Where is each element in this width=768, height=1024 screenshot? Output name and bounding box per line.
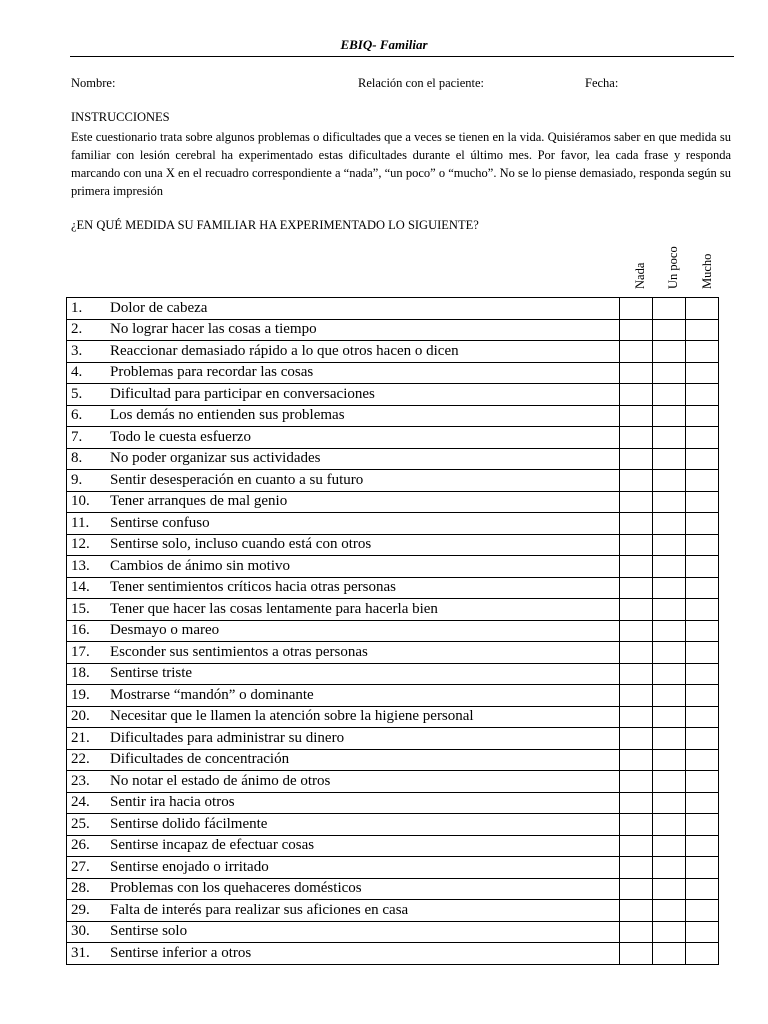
item-number: 21. bbox=[67, 728, 111, 750]
checkbox-nada[interactable] bbox=[620, 835, 653, 857]
table-row bbox=[67, 534, 719, 556]
checkbox-mucho[interactable] bbox=[686, 771, 719, 793]
item-text: No lograr hacer las cosas a tiempo bbox=[110, 319, 620, 341]
item-number: 8. bbox=[67, 448, 111, 470]
checkbox-mucho[interactable] bbox=[686, 943, 719, 965]
table-row bbox=[67, 943, 719, 965]
item-text: Esconder sus sentimientos a otras personas bbox=[110, 642, 620, 664]
checkbox-nada[interactable] bbox=[620, 814, 653, 836]
checkbox-un-poco[interactable] bbox=[653, 728, 686, 750]
checkbox-nada[interactable] bbox=[620, 685, 653, 707]
item-text: Sentirse inferior a otros bbox=[110, 943, 620, 965]
checkbox-mucho[interactable] bbox=[686, 620, 719, 642]
checkbox-un-poco[interactable] bbox=[653, 814, 686, 836]
item-text: Tener sentimientos críticos hacia otras personas bbox=[110, 577, 620, 599]
checkbox-un-poco[interactable] bbox=[653, 878, 686, 900]
item-text: Dolor de cabeza bbox=[110, 298, 620, 320]
checkbox-un-poco[interactable] bbox=[653, 298, 686, 320]
checkbox-un-poco[interactable] bbox=[653, 599, 686, 621]
items-table bbox=[66, 297, 719, 965]
checkbox-un-poco[interactable] bbox=[653, 857, 686, 879]
table-row bbox=[67, 921, 719, 943]
document-title: EBIQ- Familiar bbox=[340, 37, 428, 52]
checkbox-nada[interactable] bbox=[620, 878, 653, 900]
item-number: 29. bbox=[67, 900, 111, 922]
item-text: Sentirse solo bbox=[110, 921, 620, 943]
checkbox-un-poco[interactable] bbox=[653, 642, 686, 664]
checkbox-un-poco[interactable] bbox=[653, 448, 686, 470]
checkbox-un-poco[interactable] bbox=[653, 663, 686, 685]
item-text: Dificultades para administrar su dinero bbox=[110, 728, 620, 750]
item-text: Sentir desesperación en cuanto a su futuro bbox=[110, 470, 620, 492]
checkbox-nada[interactable] bbox=[620, 921, 653, 943]
instructions-text: Este cuestionario trata sobre algunos problemas o dificultades que a veces se tienen en la vida. Quisiéramos saber en que medida su familiar con lesión cerebral ha experimentado estas dificultades durante el último mes. Por favor, lea cada frase y responda marcando con una X en el recuadro correspondiente a “nada”, “un poco” o “mucho”. No se lo piense demasiado, responda según su primera impresión bbox=[71, 130, 731, 198]
checkbox-nada[interactable] bbox=[620, 771, 653, 793]
item-text: No notar el estado de ánimo de otros bbox=[110, 771, 620, 793]
item-number: 20. bbox=[67, 706, 111, 728]
checkbox-nada[interactable] bbox=[620, 298, 653, 320]
item-number: 24. bbox=[67, 792, 111, 814]
item-text: Todo le cuesta esfuerzo bbox=[110, 427, 620, 449]
table-row bbox=[67, 577, 719, 599]
item-text: Falta de interés para realizar sus aficiones en casa bbox=[110, 900, 620, 922]
checkbox-nada[interactable] bbox=[620, 341, 653, 363]
item-text: Mostrarse “mandón” o dominante bbox=[110, 685, 620, 707]
checkbox-un-poco[interactable] bbox=[653, 943, 686, 965]
item-text: Tener arranques de mal genio bbox=[110, 491, 620, 513]
checkbox-nada[interactable] bbox=[620, 362, 653, 384]
checkbox-mucho[interactable] bbox=[686, 362, 719, 384]
checkbox-mucho[interactable] bbox=[686, 556, 719, 578]
table-row bbox=[67, 513, 719, 535]
column-header-nada: Nada bbox=[633, 262, 647, 289]
item-text: Los demás no entienden sus problemas bbox=[110, 405, 620, 427]
title-divider bbox=[70, 56, 734, 57]
checkbox-un-poco[interactable] bbox=[653, 341, 686, 363]
checkbox-mucho[interactable] bbox=[686, 470, 719, 492]
checkbox-mucho[interactable] bbox=[686, 900, 719, 922]
checkbox-un-poco[interactable] bbox=[653, 405, 686, 427]
item-text: Cambios de ánimo sin motivo bbox=[110, 556, 620, 578]
checkbox-nada[interactable] bbox=[620, 577, 653, 599]
item-number: 30. bbox=[67, 921, 111, 943]
checkbox-mucho[interactable] bbox=[686, 599, 719, 621]
checkbox-mucho[interactable] bbox=[686, 384, 719, 406]
checkbox-nada[interactable] bbox=[620, 427, 653, 449]
item-text: No poder organizar sus actividades bbox=[110, 448, 620, 470]
checkbox-nada[interactable] bbox=[620, 749, 653, 771]
checkbox-mucho[interactable] bbox=[686, 792, 719, 814]
item-text: Sentirse confuso bbox=[110, 513, 620, 535]
table-row bbox=[67, 900, 719, 922]
checkbox-un-poco[interactable] bbox=[653, 577, 686, 599]
table-row bbox=[67, 728, 719, 750]
checkbox-nada[interactable] bbox=[620, 900, 653, 922]
table-row bbox=[67, 448, 719, 470]
checkbox-un-poco[interactable] bbox=[653, 921, 686, 943]
table-row bbox=[67, 814, 719, 836]
checkbox-nada[interactable] bbox=[620, 491, 653, 513]
item-number: 18. bbox=[67, 663, 111, 685]
checkbox-nada[interactable] bbox=[620, 470, 653, 492]
name-label: Nombre: bbox=[71, 76, 116, 90]
item-number: 25. bbox=[67, 814, 111, 836]
checkbox-mucho[interactable] bbox=[686, 491, 719, 513]
checkbox-nada[interactable] bbox=[620, 642, 653, 664]
table-row bbox=[67, 298, 719, 320]
checkbox-un-poco[interactable] bbox=[653, 749, 686, 771]
item-number: 4. bbox=[67, 362, 111, 384]
table-row bbox=[67, 878, 719, 900]
table-row bbox=[67, 771, 719, 793]
checkbox-mucho[interactable] bbox=[686, 319, 719, 341]
date-label: Fecha: bbox=[585, 76, 619, 90]
item-number: 19. bbox=[67, 685, 111, 707]
checkbox-un-poco[interactable] bbox=[653, 534, 686, 556]
table-row bbox=[67, 835, 719, 857]
table-row bbox=[67, 491, 719, 513]
item-number: 31. bbox=[67, 943, 111, 965]
checkbox-nada[interactable] bbox=[620, 384, 653, 406]
checkbox-mucho[interactable] bbox=[686, 921, 719, 943]
checkbox-mucho[interactable] bbox=[686, 341, 719, 363]
checkbox-nada[interactable] bbox=[620, 513, 653, 535]
table-row bbox=[67, 620, 719, 642]
checkbox-mucho[interactable] bbox=[686, 513, 719, 535]
checkbox-mucho[interactable] bbox=[686, 298, 719, 320]
item-text: Sentir ira hacia otros bbox=[110, 792, 620, 814]
table-row bbox=[67, 384, 719, 406]
column-header-un-poco: Un poco bbox=[666, 246, 680, 289]
checkbox-nada[interactable] bbox=[620, 448, 653, 470]
checkbox-un-poco[interactable] bbox=[653, 427, 686, 449]
item-number: 10. bbox=[67, 491, 111, 513]
item-text: Sentirse dolido fácilmente bbox=[110, 814, 620, 836]
table-row bbox=[67, 749, 719, 771]
checkbox-un-poco[interactable] bbox=[653, 362, 686, 384]
item-number: 6. bbox=[67, 405, 111, 427]
item-text: Sentirse enojado o irritado bbox=[110, 857, 620, 879]
item-number: 15. bbox=[67, 599, 111, 621]
checkbox-un-poco[interactable] bbox=[653, 835, 686, 857]
item-text: Necesitar que le llamen la atención sobre la higiene personal bbox=[110, 706, 620, 728]
checkbox-mucho[interactable] bbox=[686, 448, 719, 470]
checkbox-nada[interactable] bbox=[620, 556, 653, 578]
item-number: 22. bbox=[67, 749, 111, 771]
item-text: Sentirse solo, incluso cuando está con otros bbox=[110, 534, 620, 556]
checkbox-mucho[interactable] bbox=[686, 857, 719, 879]
item-number: 27. bbox=[67, 857, 111, 879]
checkbox-nada[interactable] bbox=[620, 599, 653, 621]
item-number: 3. bbox=[67, 341, 111, 363]
checkbox-nada[interactable] bbox=[620, 792, 653, 814]
checkbox-nada[interactable] bbox=[620, 534, 653, 556]
table-row bbox=[67, 685, 719, 707]
item-number: 23. bbox=[67, 771, 111, 793]
item-number: 9. bbox=[67, 470, 111, 492]
checkbox-mucho[interactable] bbox=[686, 835, 719, 857]
table-row bbox=[67, 599, 719, 621]
table-row bbox=[67, 706, 719, 728]
item-text: Problemas con los quehaceres domésticos bbox=[110, 878, 620, 900]
checkbox-un-poco[interactable] bbox=[653, 900, 686, 922]
table-row bbox=[67, 362, 719, 384]
table-row bbox=[67, 642, 719, 664]
checkbox-nada[interactable] bbox=[620, 319, 653, 341]
checkbox-nada[interactable] bbox=[620, 857, 653, 879]
checkbox-mucho[interactable] bbox=[686, 706, 719, 728]
table-row bbox=[67, 470, 719, 492]
checkbox-mucho[interactable] bbox=[686, 749, 719, 771]
checkbox-nada[interactable] bbox=[620, 620, 653, 642]
checkbox-un-poco[interactable] bbox=[653, 556, 686, 578]
checkbox-mucho[interactable] bbox=[686, 728, 719, 750]
checkbox-mucho[interactable] bbox=[686, 405, 719, 427]
item-number: 5. bbox=[67, 384, 111, 406]
checkbox-mucho[interactable] bbox=[686, 427, 719, 449]
item-number: 12. bbox=[67, 534, 111, 556]
item-number: 26. bbox=[67, 835, 111, 857]
checkbox-un-poco[interactable] bbox=[653, 470, 686, 492]
table-row bbox=[67, 341, 719, 363]
item-text: Problemas para recordar las cosas bbox=[110, 362, 620, 384]
table-row bbox=[67, 792, 719, 814]
item-text: Tener que hacer las cosas lentamente para hacerla bien bbox=[110, 599, 620, 621]
checkbox-nada[interactable] bbox=[620, 706, 653, 728]
item-number: 16. bbox=[67, 620, 111, 642]
checkbox-mucho[interactable] bbox=[686, 685, 719, 707]
item-number: 2. bbox=[67, 319, 111, 341]
checkbox-mucho[interactable] bbox=[686, 814, 719, 836]
item-number: 11. bbox=[67, 513, 111, 535]
item-text: Reaccionar demasiado rápido a lo que otros hacen o dicen bbox=[110, 341, 620, 363]
checkbox-nada[interactable] bbox=[620, 943, 653, 965]
table-row bbox=[67, 405, 719, 427]
checkbox-nada[interactable] bbox=[620, 663, 653, 685]
checkbox-un-poco[interactable] bbox=[653, 384, 686, 406]
relation-label: Relación con el paciente: bbox=[358, 76, 484, 90]
checkbox-un-poco[interactable] bbox=[653, 706, 686, 728]
table-row bbox=[67, 556, 719, 578]
checkbox-un-poco[interactable] bbox=[653, 792, 686, 814]
checkbox-un-poco[interactable] bbox=[653, 685, 686, 707]
checkbox-un-poco[interactable] bbox=[653, 491, 686, 513]
table-row bbox=[67, 427, 719, 449]
checkbox-mucho[interactable] bbox=[686, 577, 719, 599]
item-number: 28. bbox=[67, 878, 111, 900]
item-number: 1. bbox=[67, 298, 111, 320]
checkbox-mucho[interactable] bbox=[686, 663, 719, 685]
checkbox-un-poco[interactable] bbox=[653, 620, 686, 642]
checkbox-mucho[interactable] bbox=[686, 534, 719, 556]
item-number: 17. bbox=[67, 642, 111, 664]
checkbox-mucho[interactable] bbox=[686, 878, 719, 900]
checkbox-nada[interactable] bbox=[620, 405, 653, 427]
item-number: 7. bbox=[67, 427, 111, 449]
item-text: Dificultad para participar en conversaciones bbox=[110, 384, 620, 406]
table-row bbox=[67, 663, 719, 685]
table-row bbox=[67, 319, 719, 341]
table-row bbox=[67, 857, 719, 879]
checkbox-nada[interactable] bbox=[620, 728, 653, 750]
item-text: Desmayo o mareo bbox=[110, 620, 620, 642]
checkbox-un-poco[interactable] bbox=[653, 513, 686, 535]
checkbox-mucho[interactable] bbox=[686, 642, 719, 664]
main-question: ¿EN QUÉ MEDIDA SU FAMILIAR HA EXPERIMENTADO LO SIGUIENTE? bbox=[71, 218, 479, 232]
checkbox-un-poco[interactable] bbox=[653, 319, 686, 341]
column-header-mucho: Mucho bbox=[700, 253, 714, 289]
item-number: 14. bbox=[67, 577, 111, 599]
item-text: Dificultades de concentración bbox=[110, 749, 620, 771]
checkbox-un-poco[interactable] bbox=[653, 771, 686, 793]
instructions-heading: INSTRUCCIONES bbox=[71, 110, 170, 124]
item-number: 13. bbox=[67, 556, 111, 578]
item-text: Sentirse incapaz de efectuar cosas bbox=[110, 835, 620, 857]
item-text: Sentirse triste bbox=[110, 663, 620, 685]
